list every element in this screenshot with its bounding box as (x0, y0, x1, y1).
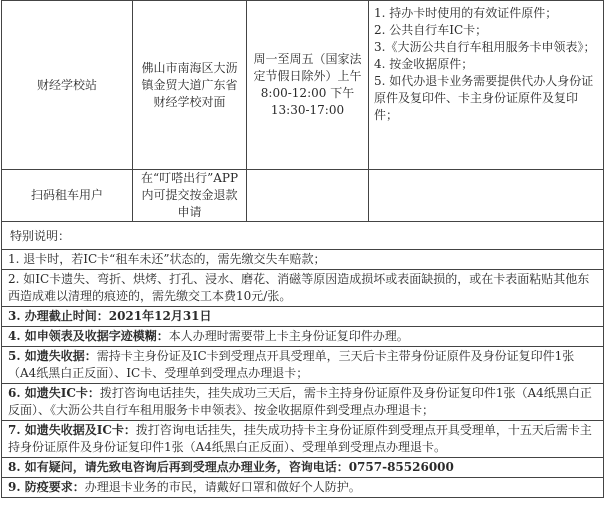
requirement-item: 5. 如代办退卡业务需要提供代办人身份证原件及复印件、卡主身份证原件及复印件； (374, 74, 594, 122)
station-address: 佛山市南海区大沥镇金贸大道广东省财经学校对面 (141, 60, 238, 109)
requirement-item: 4. 按金收据原件； (374, 57, 474, 71)
note-item: 6. 如遗失IC卡：拨打咨询电话挂失，挂失成功三天后，需卡主持身份证原件及身份证复印件1张（A4纸黑白正反面）、《大沥公共自行车租用服务卡申领表》、按金收据原件到受理点办理退卡； (2, 384, 603, 421)
station-address-cell (133, 1, 247, 170)
note-item: 2. 如IC卡遗失、弯折、烘烤、打孔、浸水、磨花、消磁等原因造成损坏或表面缺损的，或在卡表面粘贴其他东西造成难以清理的痕迹的，需先缴交工本费10元/张。 (2, 270, 603, 307)
station-requirements-cell (369, 1, 604, 170)
station-requirements-cell (369, 170, 604, 222)
note-item: 8. 如有疑问，请先致电咨询后再到受理点办理业务，咨询电话：0757-85526000 (2, 458, 603, 478)
station-hours-cell (247, 170, 369, 222)
special-notes-cell (2, 222, 604, 498)
note-item: 3. 办理截止时间：2021年12月31日 (2, 307, 603, 327)
station-name-cell (2, 170, 133, 222)
notes-heading: 特别说明： (2, 222, 603, 250)
requirement-item: 1. 持办卡时使用的有效证件原件； (374, 6, 558, 20)
table-row (2, 170, 604, 222)
note-item: 5. 如遗失收据：需持卡主身份证及IC卡到受理点开具受理单，三天后卡主带身份证原件及身份证复印件1张（A4纸黑白正反面）、IC卡、受理单到受理点办理退卡； (2, 347, 603, 384)
note-item: 9. 防疫要求：办理退卡业务的市民，请戴好口罩和做好个人防护。 (8, 480, 361, 494)
station-name: 扫码租车用户 (30, 188, 103, 202)
station-address-cell (133, 170, 247, 222)
station-hours: 周一至周五（国家法定节假日除外）上午8:00-12:00 下午13:30-17:00 (253, 52, 362, 117)
station-name: 财经学校站 (36, 77, 97, 92)
station-hours-cell (247, 1, 369, 170)
station-address: 在“叮嗒出行”APP内可提交按金退款申请 (140, 171, 239, 219)
table-row (2, 222, 604, 498)
station-name-cell (2, 1, 133, 170)
note-item: 4. 如申领表及收据字迹模糊：本人办理时需要带上卡主身份证复印件办理。 (2, 327, 603, 347)
requirement-item: 2. 公共自行车IC卡； (374, 23, 488, 37)
requirements-list (369, 1, 603, 126)
note-item: 1. 退卡时，若IC卡“租车未还”状态的，需先缴交失车赔款； (2, 250, 603, 270)
table-row (2, 1, 604, 170)
service-points-table (1, 0, 604, 498)
note-item: 7. 如遗失收据及IC卡：拨打咨询电话挂失，挂失成功持卡主身份证原件到受理点开具受理单，十五天后需卡主持身份证原件及身份证复印件1张（A4纸黑白正反面）、受理单到受理点办理退卡。 (2, 421, 603, 458)
requirement-item: 3.《大沥公共自行车租用服务卡申领表》； (374, 40, 596, 54)
